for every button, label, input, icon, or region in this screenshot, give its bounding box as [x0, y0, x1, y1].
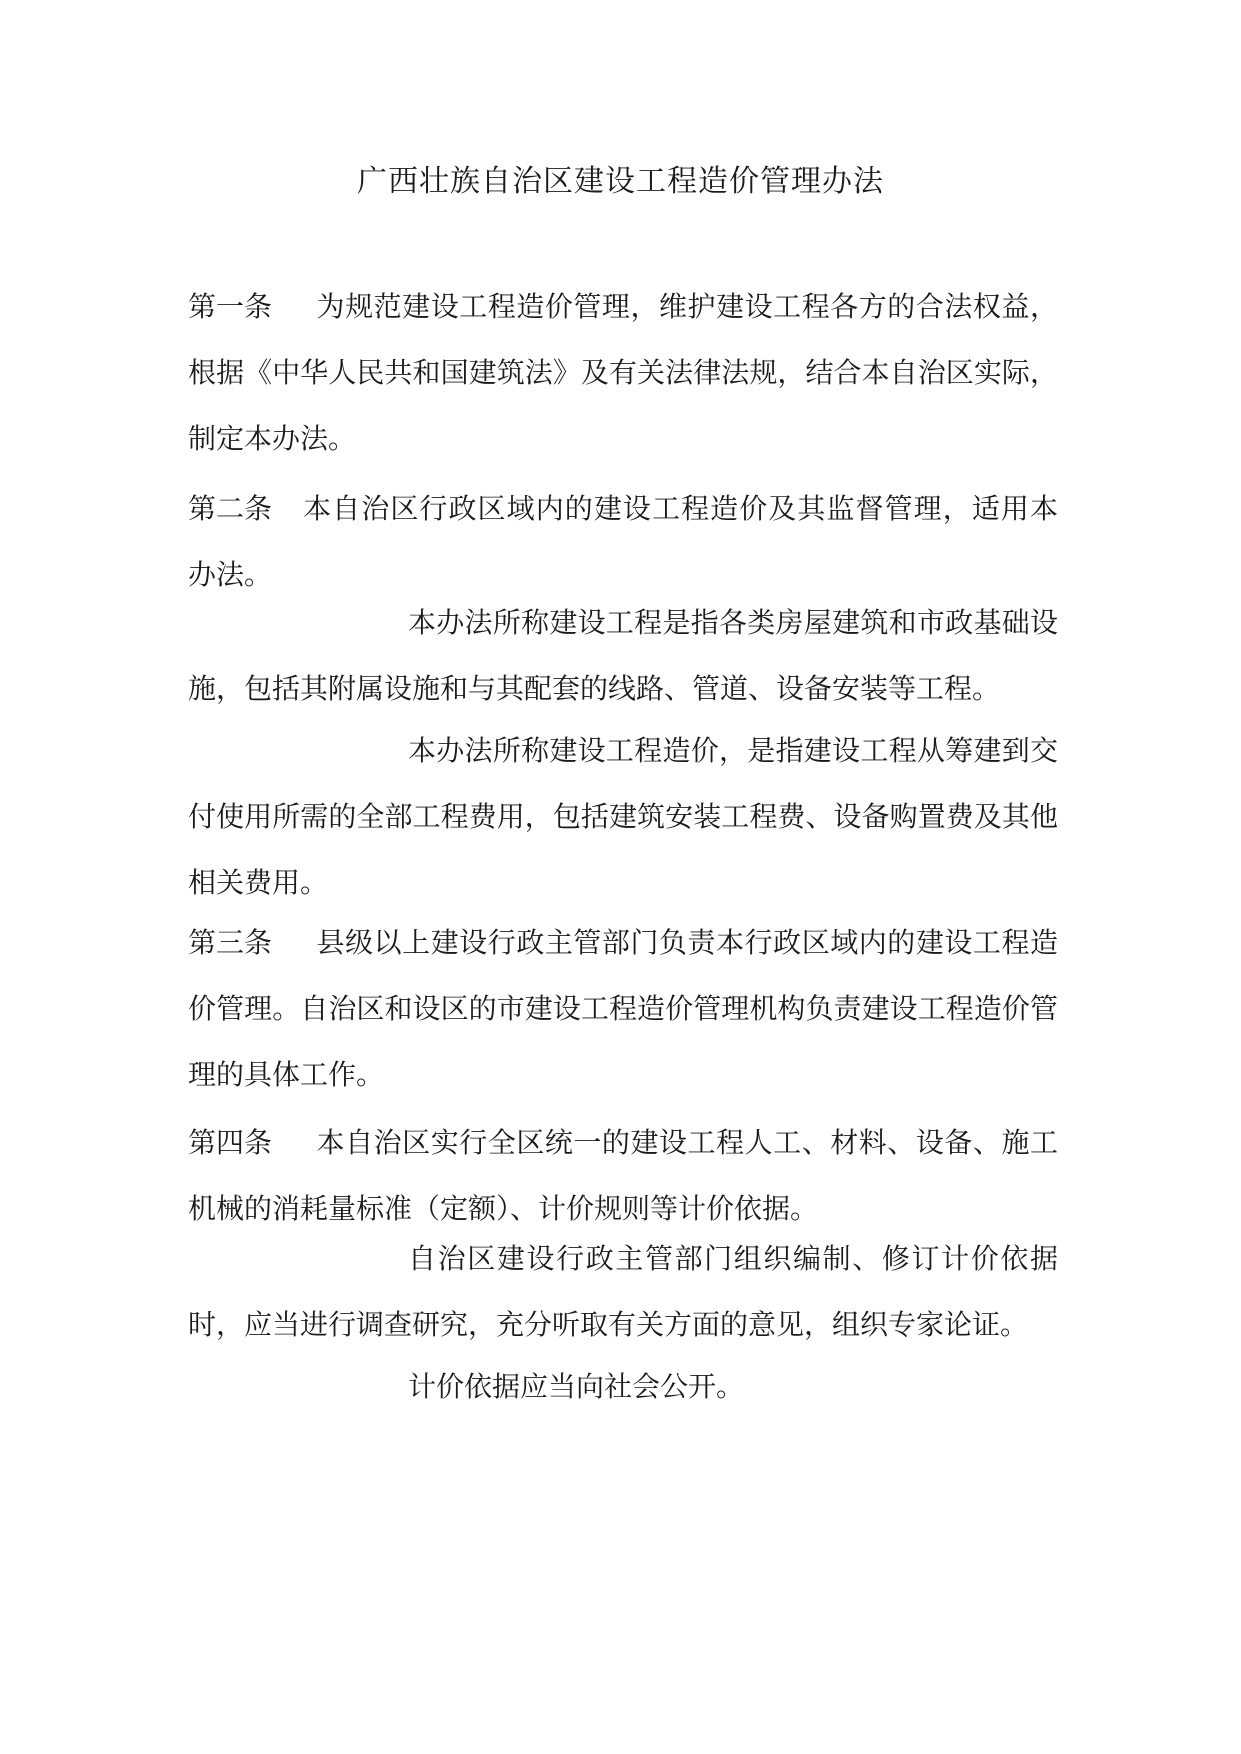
- article-text: 为规范建设工程造价管理，维护建设工程各方的合法权益，根据《中华人民共和国建筑法》及有关法律法规，结合本自治区实际，制定本办法。: [188, 290, 1058, 455]
- article-number: 第一条: [188, 290, 273, 323]
- article-1: [188, 274, 1058, 472]
- article-4-paragraph-2: 计价依据应当向社会公开。: [408, 1370, 745, 1403]
- article-number: 第三条: [188, 926, 273, 959]
- article-3: [188, 910, 1058, 1108]
- article-number: 第四条: [188, 1126, 273, 1159]
- article-4-paragraph-1: 自治区建设行政主管部门组织编制、修订计价依据时，应当进行调查研究，充分听取有关方面的意见，组织专家论证。: [188, 1242, 1058, 1341]
- article-text: 本自治区行政区域内的建设工程造价及其监督管理，适用本办法。: [188, 492, 1058, 591]
- article-2: [188, 476, 1058, 608]
- article-2-paragraph-2: 本办法所称建设工程造价，是指建设工程从筹建到交付使用所需的全部工程费用，包括建筑安装工程费、设备购置费及其他相关费用。: [188, 734, 1058, 899]
- article-text: 县级以上建设行政主管部门负责本行政区域内的建设工程造价管理。自治区和设区的市建设工程造价管理机构负责建设工程造价管理的具体工作。: [188, 926, 1058, 1091]
- document-title: 广西壮族自治区建设工程造价管理办法: [357, 164, 884, 199]
- article-text: 本自治区实行全区统一的建设工程人工、材料、设备、施工机械的消耗量标准（定额）、计价规则等计价依据。: [188, 1126, 1058, 1225]
- article-number: 第二条: [188, 492, 273, 525]
- article-2-paragraph-1: 本办法所称建设工程是指各类房屋建筑和市政基础设施，包括其附属设施和与其配套的线路、管道、设备安装等工程。: [188, 606, 1058, 705]
- article-4: [188, 1110, 1058, 1242]
